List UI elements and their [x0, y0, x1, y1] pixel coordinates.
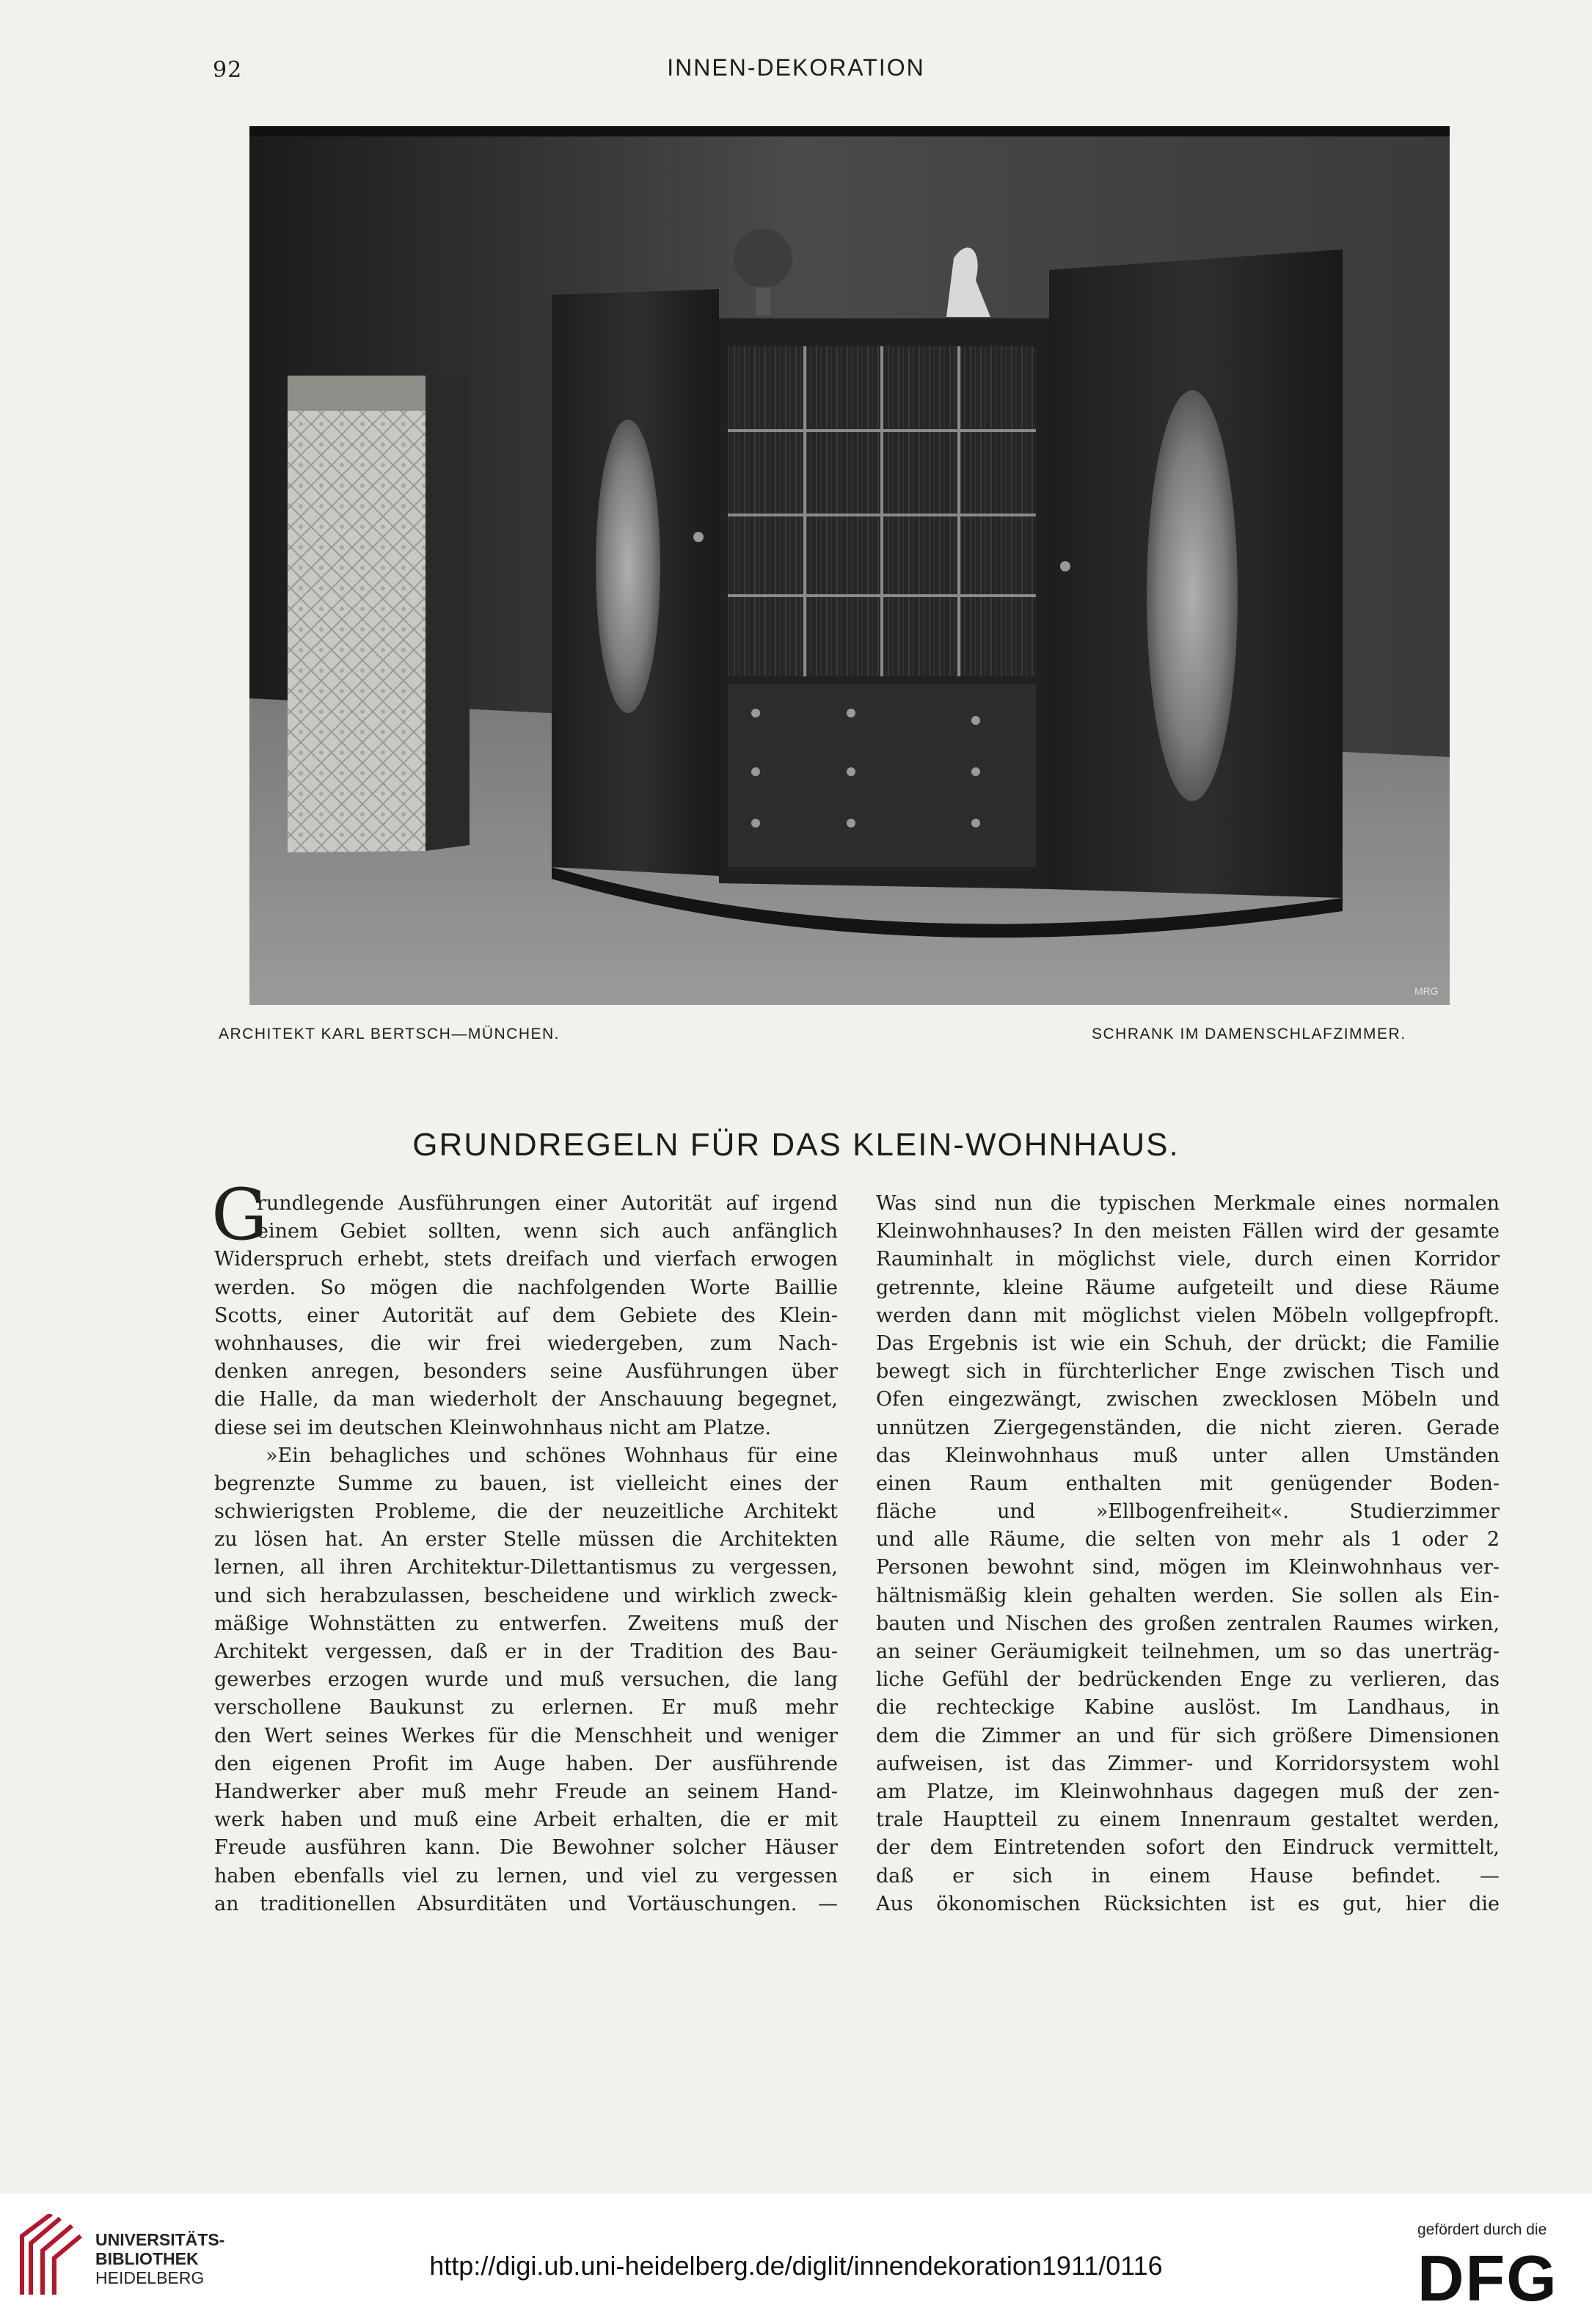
text-line: die rechteckige Kabine auslöst. Im Landhaus, in [876, 1696, 1500, 1720]
text-line: diese sei im deutschen Kleinwohnhaus nicht am Platze. [214, 1416, 772, 1439]
text-line: werden. So mögen die nachfolgenden Worte Baillie [214, 1276, 838, 1299]
text-line: Was sind nun die typischen Merkmale eines normalen [876, 1192, 1500, 1215]
text-line: Scotts, einer Autorität auf dem Gebiete des Klein- [214, 1304, 838, 1327]
text-line: denken anregen, besonders seine Ausführungen über [214, 1360, 838, 1384]
vitrine-drawers [728, 684, 1036, 867]
text-line: Ofen eingezwängt, zwischen zwecklosen Möbeln und [876, 1388, 1500, 1411]
article-column-right [876, 1190, 1500, 1918]
plant [734, 229, 792, 288]
text-line: begrenzte Summe zu bauen, ist vielleicht eines der [214, 1472, 838, 1495]
text-line: Das Ergebnis ist wie ein Schuh, der drückt; die Familie [876, 1331, 1500, 1355]
text-line: Rauminhalt in möglichst viele, durch einen Korridor [876, 1248, 1500, 1271]
text-line: Widerspruch erhebt, stets dreifach und vierfach erwogen [214, 1248, 838, 1271]
text-line: rundlegende Ausführungen einer Autorität auf irgend [257, 1192, 838, 1215]
text-line: werden dann mit möglichst vielen Möbeln vollgepfropft. [876, 1304, 1500, 1327]
library-line-2: BIBLIOTHEK [95, 2249, 199, 2268]
text-line: bauten und Nischen des großen zentralen Raumes wirken, [876, 1612, 1500, 1635]
photograph-cabinet [249, 126, 1450, 1005]
folding-screen [288, 383, 426, 852]
article-title: GRUNDREGELN FÜR DAS KLEIN-WOHNHAUS. [412, 1127, 1180, 1163]
text-line: Freude ausführen kann. Die Bewohner solcher Häuser [214, 1836, 838, 1860]
text-line: und sich herabzulassen, bescheidene und wirklich zweck- [214, 1584, 838, 1607]
text-line: gewerbes erzogen wurde und muß versuchen, die lang [214, 1668, 838, 1692]
text-line: wohnhauses, die wir frei wiedergeben, zum Nach- [214, 1331, 838, 1355]
text-line: daß er sich in einem Hause befindet. — [876, 1864, 1500, 1888]
text-line: liche Gefühl der bedrückenden Enge zu verlieren, das [876, 1668, 1500, 1692]
text-line: unnützen Ziergegenständen, die nicht zieren. Gerade [876, 1416, 1500, 1439]
page-number: 92 [213, 57, 243, 83]
dfg-logo: DFG [1417, 2242, 1558, 2314]
text-line: Handwerker aber muß mehr Freude an seinem Hand- [214, 1780, 838, 1803]
carved-oval-panel-right [1147, 390, 1238, 801]
text-line: einem Gebiet sollten, wenn sich auch anfänglich [257, 1220, 838, 1243]
text-line: an seiner Geräumigkeit teilnehmen, um so das unerträg- [876, 1640, 1500, 1663]
running-head: INNEN-DEKORATION [667, 54, 925, 81]
drop-cap: G [211, 1174, 268, 1256]
text-line: die Halle, da man wiederholt der Anschauung begegnet, [214, 1388, 838, 1411]
text-line: den Wert seines Werkes für die Menschheit und weniger [214, 1724, 838, 1747]
caption-architect: ARCHITEKT KARL BERTSCH—MÜNCHEN. [219, 1026, 561, 1042]
text-line: lernen, all ihren Architektur-Dilettantismus zu vergessen, [214, 1556, 838, 1579]
text-line: am Platze, im Kleinwohnhaus dagegen muß der zen- [876, 1780, 1500, 1803]
screen-crest [288, 376, 426, 411]
text-line: an traditionellen Absurditäten und Vortäuschungen. — [214, 1892, 838, 1915]
carved-oval-panel-left [596, 420, 660, 713]
text-line: trale Hauptteil zu einem Innenraum gestaltet werden, [876, 1808, 1500, 1832]
funding-note: gefördert durch die [1417, 2221, 1547, 2238]
text-line: Personen bewohnt sind, mögen im Kleinwohnhaus ver- [876, 1556, 1500, 1579]
text-line: Kleinwohnhauses? In den meisten Fällen wird der gesamte [876, 1220, 1500, 1243]
text-line: und alle Räume, die selten von mehr als 1 oder 2 [876, 1528, 1500, 1552]
text-line: haben ebenfalls viel zu lernen, und viel zu vergessen [214, 1864, 838, 1888]
cabinet-photo-illustration [249, 126, 1450, 1005]
permalink-url[interactable]: http://digi.ub.uni-heidelberg.de/diglit/innendekoration1911/0116 [429, 2251, 1163, 2281]
text-line: zu lösen hat. An erster Stelle müssen die Architekten [214, 1528, 838, 1552]
text-line: dem die Zimmer an und für sich größere Dimensionen [876, 1724, 1500, 1747]
text-line: der dem Eintretenden sofort den Eindruck vermittelt, [876, 1836, 1500, 1860]
text-line: aufweisen, ist das Zimmer- und Korridorsystem wohl [876, 1752, 1500, 1775]
text-line: schwierigsten Probleme, die der neuzeitliche Architekt [214, 1500, 838, 1524]
text-line: Architekt vergessen, daß er in der Tradition des Bau- [214, 1640, 838, 1663]
text-line: einen Raum enthalten mit genügender Boden- [876, 1472, 1500, 1495]
library-line-1: UNIVERSITÄTS- [95, 2230, 225, 2249]
text-line: Aus ökonomischen Rücksichten ist es gut, hier die [876, 1892, 1500, 1915]
photo-signature: MRG [1414, 985, 1439, 997]
text-line: bewegt sich in fürchterlicher Enge zwischen Tisch und [876, 1360, 1500, 1384]
text-line: den eigenen Profit im Auge haben. Der ausführende [214, 1752, 838, 1775]
text-line: werk haben und muß eine Arbeit erhalten, die er mit [214, 1808, 838, 1832]
text-line: hältnismäßig klein gehalten werden. Sie sollen als Ein- [876, 1584, 1500, 1607]
text-line: getrennte, kleine Räume aufgeteilt und diese Räume [876, 1276, 1500, 1299]
text-line: das Kleinwohnhaus muß unter allen Umständen [876, 1444, 1500, 1467]
caption-object: SCHRANK IM DAMENSCHLAFZIMMER. [1092, 1026, 1406, 1042]
text-line: fläche und »Ellbogenfreiheit«. Studierzimmer [876, 1500, 1500, 1524]
text-line: mäßige Wohnstätten zu entwerfen. Zweitens muß der [214, 1612, 838, 1635]
library-line-3: HEIDELBERG [95, 2268, 205, 2287]
article-column-left [211, 1174, 838, 1918]
text-line: verschollene Baukunst zu erlernen. Er muß mehr [214, 1696, 838, 1720]
text-line: »Ein behagliches und schönes Wohnhaus für eine [266, 1444, 838, 1467]
